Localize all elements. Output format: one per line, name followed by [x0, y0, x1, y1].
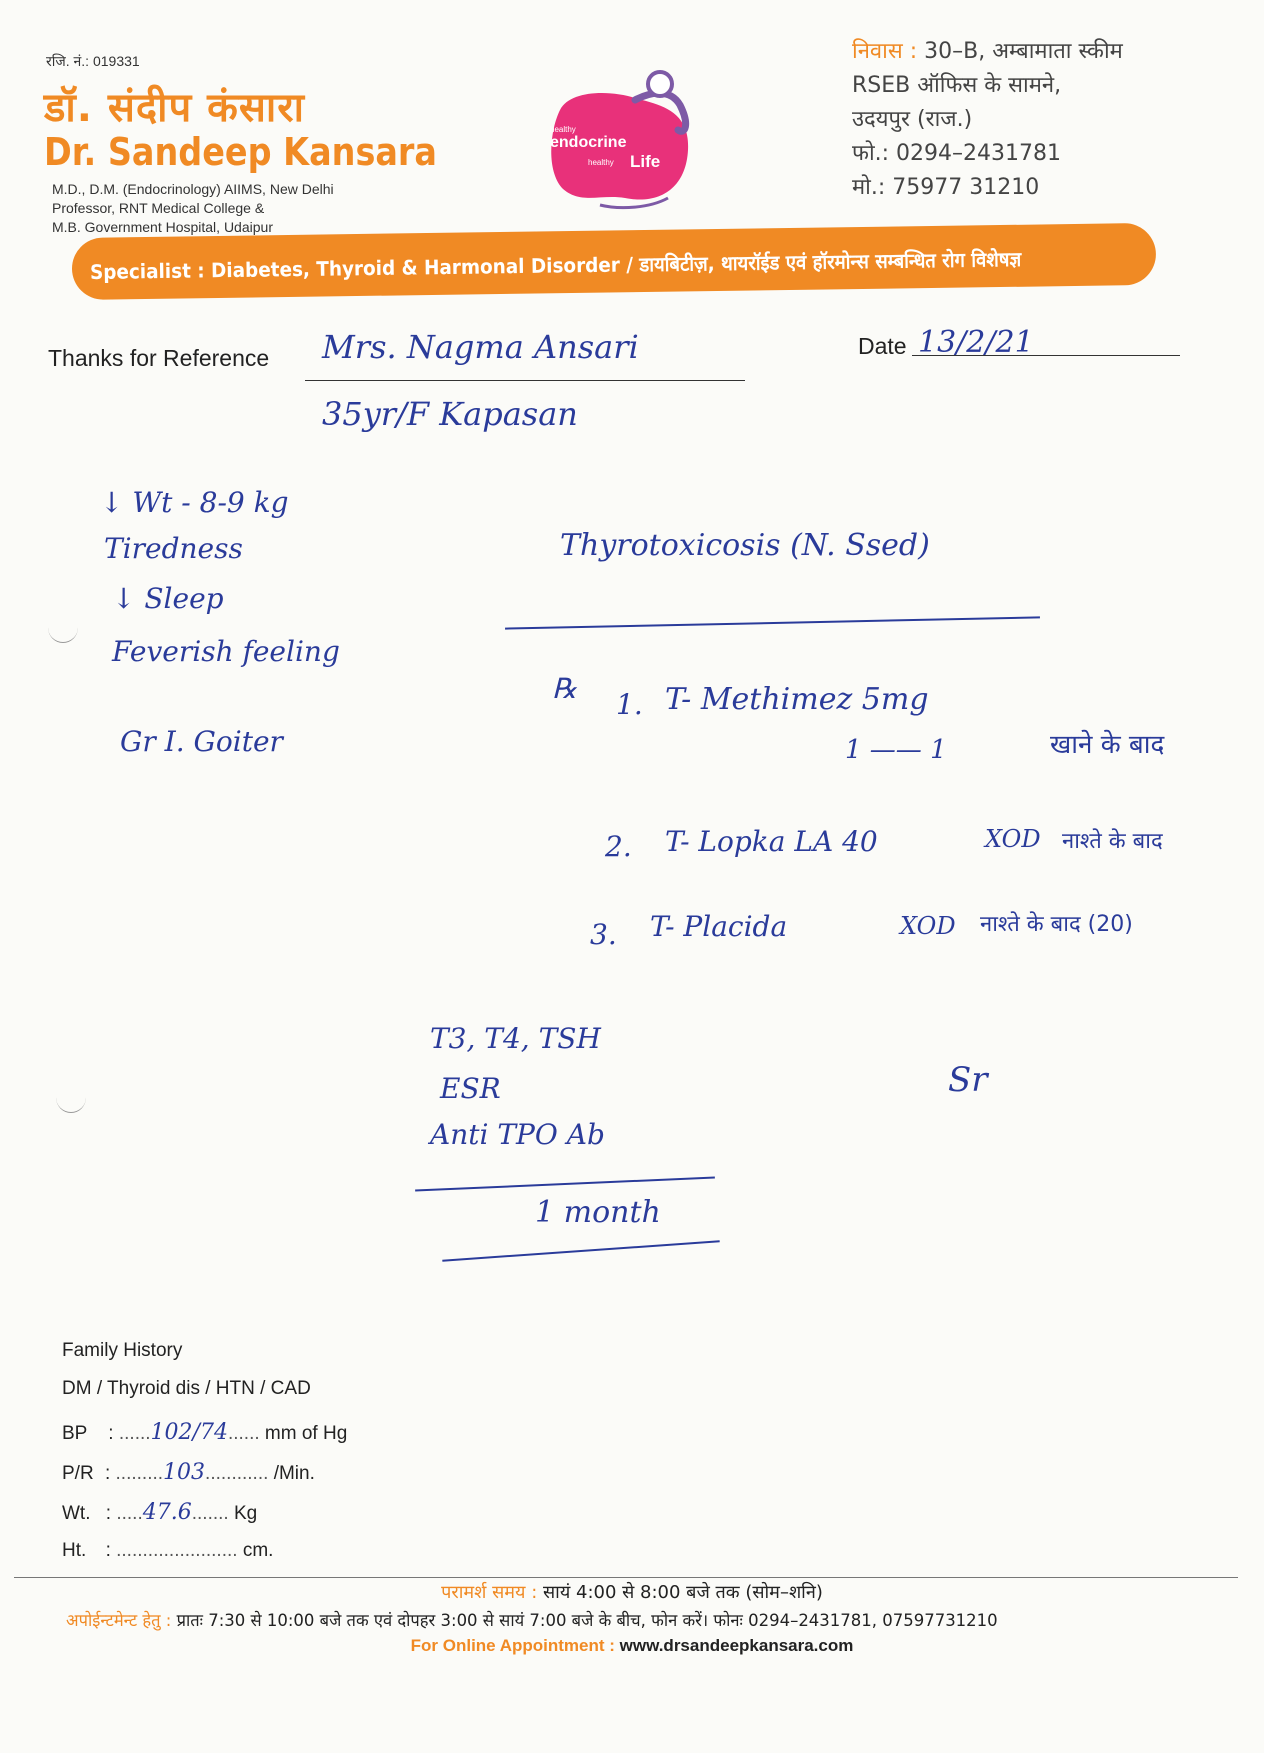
- appointment-label: अपोईन्टमेन्ट हेतु :: [66, 1611, 172, 1631]
- clinic-address: [852, 35, 1123, 205]
- patient-name: Mrs. Nagma Ansari: [322, 328, 639, 366]
- date-line: [912, 355, 1180, 356]
- logo-endocrine-text: endocrine: [550, 134, 627, 151]
- complaint-item: ↓ Wt - 8-9 kg: [100, 486, 289, 519]
- pr-label: P/R: [62, 1463, 94, 1484]
- punch-hole: [56, 1082, 86, 1113]
- clinic-mobile: मो.: 75977 31210: [852, 175, 1040, 200]
- specialty-banner-text: Specialist : Diabetes, Thyroid & Harmonal Disorder / डायबिटीज़, थायरॉईड एवं हॉरमोन्स सम्बन्धित रोग विशेषज्ञ: [89, 246, 1022, 284]
- wt-value: 47.6: [142, 1500, 192, 1525]
- clinic-phone: फो.: 0294–2431781: [852, 141, 1062, 166]
- pr-value: 103: [163, 1460, 206, 1485]
- rx-symbol: ℞: [552, 672, 578, 705]
- qualification-line: Professor, RNT Medical College &: [52, 200, 265, 216]
- doctor-qualifications: [52, 180, 334, 237]
- ht-row: Ht. : ....................... cm.: [62, 1540, 274, 1561]
- website-link[interactable]: www.drsandeepkansara.com: [619, 1636, 854, 1655]
- wt-label: Wt.: [62, 1503, 91, 1524]
- consultation-timing: [0, 1580, 1264, 1604]
- rx-number: 1.: [616, 688, 643, 721]
- wt-unit: Kg: [233, 1503, 258, 1524]
- complaint-item: ↓ Sleep: [112, 582, 224, 615]
- rx-timing: नाश्ते के बाद: [1062, 829, 1163, 854]
- rx-drug: T- Methimez 5mg: [665, 682, 929, 717]
- logo-healthy-text: healthy: [588, 158, 614, 167]
- bp-label: BP: [62, 1423, 88, 1444]
- family-history-label: Family History: [62, 1340, 183, 1361]
- rx-drug: T- Placida: [650, 910, 788, 943]
- registration-number: रजि. नं.: 019331: [46, 53, 140, 69]
- rx-number: 3.: [590, 918, 617, 951]
- rx-timing: नाश्ते के बाद (20): [980, 912, 1133, 937]
- logo-healthy-text: healthy: [550, 125, 576, 134]
- patient-detail: 35yr/F Kapasan: [322, 395, 578, 433]
- address-label: निवास :: [852, 39, 918, 64]
- address-line: उदयपुर (राज.): [852, 107, 973, 132]
- complaint-item: Feverish feeling: [112, 635, 340, 668]
- diagnosis-underline: [505, 616, 1040, 629]
- address-line: RSEB ऑफिस के सामने,: [852, 73, 1062, 98]
- investigation-item: ESR: [440, 1072, 501, 1105]
- rx-dose: XOD: [900, 912, 956, 940]
- date-label: Date: [858, 333, 907, 359]
- doctor-name-english: Dr. Sandeep Kansara: [44, 130, 437, 174]
- rx-drug: T- Lopka LA 40: [665, 825, 878, 858]
- doctor-signature: Sr: [948, 1060, 988, 1100]
- investigation-item: Anti TPO Ab: [430, 1118, 605, 1151]
- pr-unit: /Min.: [273, 1463, 315, 1484]
- complaint-item: Tiredness: [104, 532, 243, 565]
- online-appointment: [0, 1636, 1264, 1656]
- rx-dose: 1 —— 1: [845, 735, 947, 765]
- bp-value: 102/74: [150, 1420, 228, 1445]
- diagnosis: Thyrotoxicosis (N. Ssed): [560, 528, 930, 563]
- footer-divider: [14, 1577, 1238, 1578]
- qualification-line: M.B. Government Hospital, Udaipur: [52, 219, 273, 235]
- appointment-text: प्रातः 7:30 से 10:00 बजे तक एवं दोपहर 3:00 से सायं 7:00 बजे के बीच, फोन करें। फोनः 0294–2431781, 07597731210: [176, 1611, 998, 1631]
- qualification-line: M.D., D.M. (Endocrinology) AIIMS, New Delhi: [52, 181, 334, 197]
- complaint-item: Gr I. Goiter: [120, 725, 283, 758]
- ht-unit: cm.: [242, 1540, 274, 1561]
- ht-label: Ht.: [62, 1540, 87, 1561]
- rx-number: 2.: [605, 830, 632, 863]
- online-label: For Online Appointment :: [410, 1636, 615, 1655]
- family-history-conditions: DM / Thyroid dis / HTN / CAD: [62, 1378, 311, 1399]
- date-value: 13/2/21: [918, 325, 1034, 360]
- pr-row: P/R : .........103............ /Min.: [62, 1460, 315, 1485]
- rx-timing: खाने के बाद: [1050, 730, 1165, 760]
- address-line: 30–B, अम्बामाता स्कीम: [924, 39, 1123, 64]
- clinic-logo: [540, 70, 700, 215]
- followup: 1 month: [535, 1195, 661, 1230]
- rx-dose: XOD: [985, 825, 1041, 853]
- bp-unit: mm of Hg: [264, 1423, 348, 1444]
- logo-life-text: Life: [630, 152, 661, 171]
- consult-time: सायं 4:00 से 8:00 बजे तक (सोम–शनि): [543, 1582, 823, 1603]
- patient-name-line: [305, 380, 745, 381]
- appointment-info: [66, 1608, 998, 1631]
- wt-row: Wt. : .....47.6....... Kg: [62, 1500, 258, 1525]
- thanks-for-reference-label: Thanks for Reference: [48, 345, 270, 371]
- doctor-name-hindi: डॉ. संदीप कंसारा: [44, 85, 306, 131]
- investigation-item: T3, T4, TSH: [430, 1022, 601, 1055]
- bp-row: BP : ......102/74...... mm of Hg: [62, 1420, 348, 1445]
- investigations-underline: [415, 1176, 715, 1191]
- followup-underline: [442, 1240, 719, 1261]
- punch-hole: [48, 612, 78, 643]
- consult-label: परामर्श समय :: [441, 1582, 538, 1603]
